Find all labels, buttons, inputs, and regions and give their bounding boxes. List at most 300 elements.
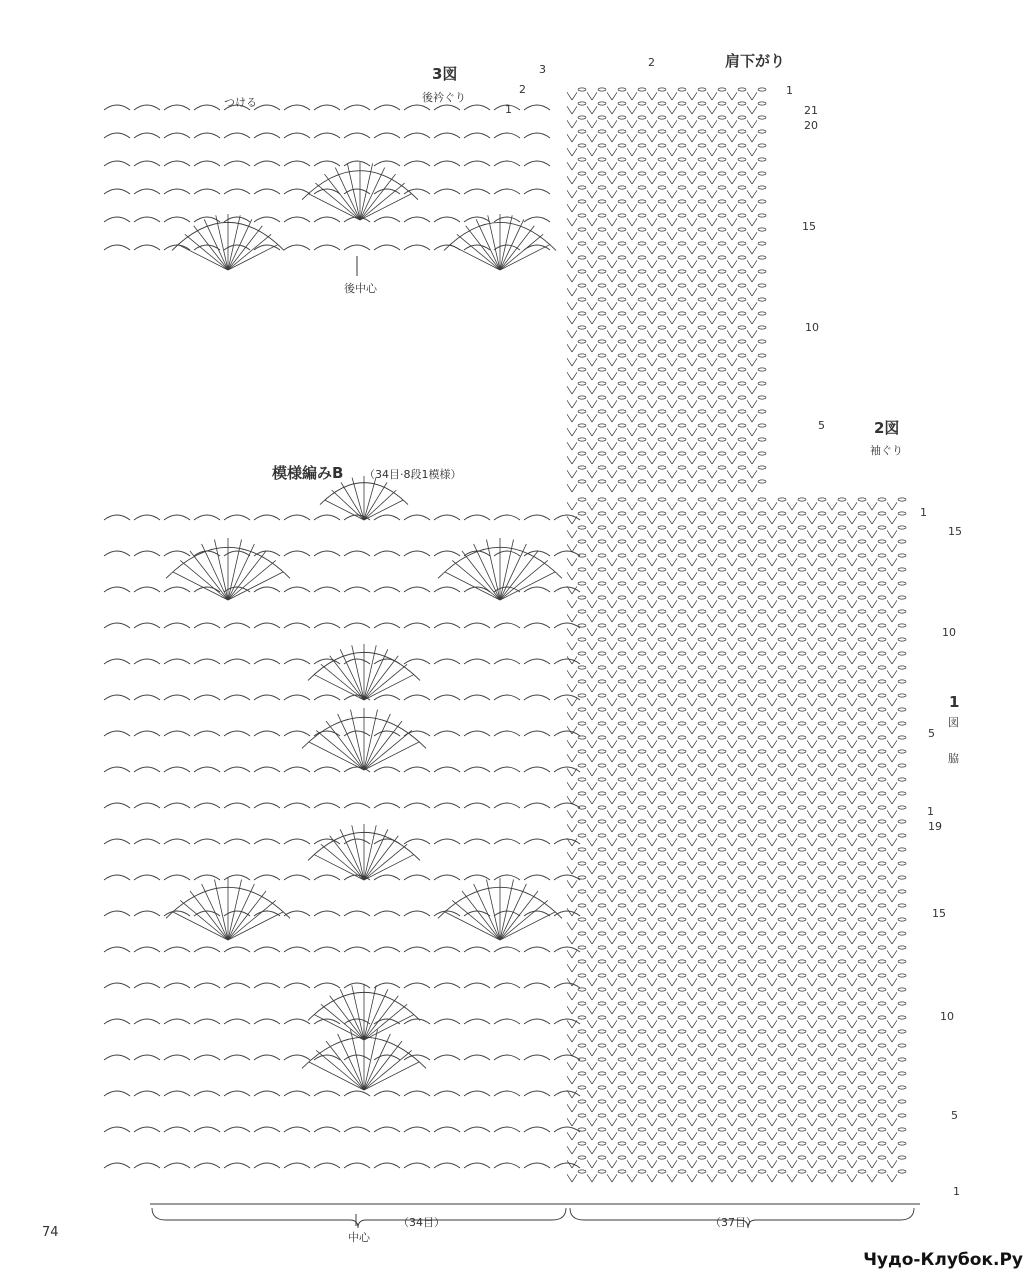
stitch-v [687,134,692,142]
chain-loop [778,540,786,543]
chain-arch [134,1091,160,1096]
chain-loop [798,932,806,935]
stitch-v [692,866,697,874]
stitch-v [847,628,852,636]
chain-arch [344,133,370,138]
chain-loop [598,540,606,543]
stitch-v [647,796,652,804]
chain-loop [658,1156,666,1159]
chain-loop [578,694,586,697]
chain-loop [698,1114,706,1117]
chain-loop [638,554,646,557]
chain-loop [758,526,766,529]
chain-loop [598,396,606,399]
stitch-v [852,880,857,888]
stitch-v [752,1048,757,1056]
chain-loop [838,1044,846,1047]
stitch-v [827,1160,832,1168]
stitch-v [712,810,717,818]
stitch-v [792,586,797,594]
figure1-subtitle: 脇 [948,752,959,765]
stitch-v [667,866,672,874]
stitch-v [872,782,877,790]
stitch-v [712,1174,717,1182]
stitch-v [652,852,657,860]
chain-loop [638,498,646,501]
chain-loop [658,1100,666,1103]
stitch-v [612,330,617,338]
stitch-v [652,726,657,734]
stitch-v [607,456,612,464]
chain-loop [858,1016,866,1019]
chain-arch [134,1127,160,1132]
stitch-v [872,502,877,510]
chain-loop [698,256,706,259]
stitch-v [832,1132,837,1140]
stitch-v [747,92,752,100]
chain-arch [284,1163,310,1168]
chain-loop [778,946,786,949]
stitch-v [672,134,677,142]
chain-loop [698,1142,706,1145]
stitch-v [787,600,792,608]
stitch-v [727,726,732,734]
stitch-v [752,936,757,944]
stitch-v [747,232,752,240]
stitch-v [872,936,877,944]
stitch-v [672,922,677,930]
chain-loop [738,596,746,599]
chain-arch [254,105,280,110]
stitch-v [672,1062,677,1070]
stitch-v [867,852,872,860]
chain-loop [698,722,706,725]
row-label: 10 [805,321,819,334]
stitch-v [892,1034,897,1042]
chain-loop [678,820,686,823]
stitch-v [567,148,572,156]
stitch-v [727,106,732,114]
chain-loop [698,88,706,91]
stitch-v [652,1090,657,1098]
stitch-v [747,428,752,436]
stitch-v [647,218,652,226]
stitch-v [652,1104,657,1112]
stitch-v [812,1090,817,1098]
stitch-v [772,1020,777,1028]
chain-loop [678,666,686,669]
stitch-v [807,908,812,916]
stitch-v [672,558,677,566]
chain-arch [524,695,550,700]
stitch-v [692,614,697,622]
stitch-v [587,740,592,748]
chain-loop [578,1072,586,1075]
chain-loop [758,200,766,203]
stitch-v [692,1006,697,1014]
stitch-v [732,810,737,818]
fan-stitch [364,742,419,770]
chain-loop [838,680,846,683]
chain-loop [718,1142,726,1145]
stitch-v [692,288,697,296]
stitch-v [747,246,752,254]
stitch-v [752,880,757,888]
stitch-v [892,894,897,902]
stitch-v [567,1160,572,1168]
stitch-v [707,642,712,650]
chain-loop [898,1170,906,1173]
chain-loop [598,862,606,865]
chain-loop [838,708,846,711]
chain-loop [678,848,686,851]
stitch-v [572,386,577,394]
stitch-v [687,1132,692,1140]
chain-loop [678,764,686,767]
chain-loop [578,284,586,287]
stitch-v [772,1174,777,1182]
chain-loop [698,652,706,655]
stitch-v [887,1048,892,1056]
stitch-v [867,600,872,608]
chain-loop [738,214,746,217]
stitch-v [732,950,737,958]
stitch-v [852,768,857,776]
chain-loop [738,326,746,329]
stitch-v [772,712,777,720]
stitch-v [732,698,737,706]
stitch-v [592,572,597,580]
stitch-v [607,232,612,240]
stitch-v [572,544,577,552]
chain-loop [858,778,866,781]
chain-loop [798,1044,806,1047]
stitch-v [672,670,677,678]
stitch-v [732,1006,737,1014]
stitch-v [572,1006,577,1014]
stitch-v [667,1034,672,1042]
chain-loop [758,820,766,823]
chain-loop [658,862,666,865]
chain-arch [314,1091,340,1096]
stitch-v [592,344,597,352]
stitch-v [592,1174,597,1182]
chain-loop [858,1100,866,1103]
chain-loop [798,946,806,949]
chain-arch [434,839,460,844]
fan-stitch [450,245,500,270]
chain-loop [878,512,886,515]
stitch-v [732,880,737,888]
chain-loop [878,1030,886,1033]
stitch-v [612,558,617,566]
stitch-v [567,614,572,622]
chain-arch [554,1019,580,1024]
stitch-v [787,1076,792,1084]
chain-loop [858,610,866,613]
chain-arch [194,1163,220,1168]
stitch-v [612,796,617,804]
chain-arch [164,1091,190,1096]
chain-arch [224,1127,250,1132]
stitch-v [747,190,752,198]
chain-loop [698,382,706,385]
chain-arch [164,1163,190,1168]
stitch-v [832,936,837,944]
stitch-v [832,810,837,818]
stitch-v [572,796,577,804]
chain-loop [818,554,826,557]
stitch-v [587,190,592,198]
stitch-v [627,810,632,818]
chain-loop [758,242,766,245]
chain-arch [164,731,190,736]
stitch-v [612,1160,617,1168]
chain-loop [718,382,726,385]
stitch-v [727,1062,732,1070]
chain-loop [758,466,766,469]
stitch-v [652,386,657,394]
chain-arch [104,1019,130,1024]
chain-loop [678,214,686,217]
chain-loop [838,764,846,767]
stitch-v [887,1132,892,1140]
stitch-v [772,628,777,636]
chain-loop [758,554,766,557]
stitch-v [687,852,692,860]
chain-loop [698,1170,706,1173]
stitch-v [607,600,612,608]
stitch-v [807,810,812,818]
stitch-v [647,880,652,888]
chain-arch [284,1127,310,1132]
stitch-v [687,484,692,492]
chain-loop [838,848,846,851]
stitch-v [727,1174,732,1182]
stitch-v [592,372,597,380]
stitch-v [747,964,752,972]
stitch-v [707,106,712,114]
stitch-v [567,1076,572,1084]
chain-loop [578,498,586,501]
chain-loop [818,638,826,641]
chain-loop [658,200,666,203]
stitch-v [567,740,572,748]
chain-loop [658,1142,666,1145]
stitch-v [812,544,817,552]
chain-loop [698,284,706,287]
stitch-v [752,1020,757,1028]
stitch-v [632,530,637,538]
chain-loop [798,1156,806,1159]
stitch-v [867,950,872,958]
chain-loop [698,116,706,119]
stitch-v [567,656,572,664]
stitch-v [872,852,877,860]
stitch-v [727,740,732,748]
stitch-v [847,642,852,650]
chain-loop [738,736,746,739]
stitch-v [727,810,732,818]
stitch-v [852,516,857,524]
chain-loop [838,596,846,599]
stitch-v [707,470,712,478]
stitch-v [632,386,637,394]
stitch-v [807,782,812,790]
stitch-v [632,586,637,594]
chain-loop [818,946,826,949]
stitch-v [747,1048,752,1056]
stitch-v [867,698,872,706]
chain-loop [638,270,646,273]
stitch-v [612,344,617,352]
stitch-v [747,698,752,706]
stitch-v [652,120,657,128]
chain-loop [618,340,626,343]
stitch-v [612,600,617,608]
stitch-v [692,470,697,478]
chain-arch [524,1091,550,1096]
fan-stitch [445,572,500,600]
stitch-v [732,670,737,678]
chain-loop [878,1170,886,1173]
stitch-v [667,148,672,156]
stitch-v [652,414,657,422]
stitch-v [707,544,712,552]
chain-loop [818,1030,826,1033]
stitch-v [792,628,797,636]
chain-loop [878,638,886,641]
stitch-v [732,1062,737,1070]
chain-loop [838,498,846,501]
stitch-v [807,796,812,804]
chain-loop [778,1058,786,1061]
stitch-v [627,1104,632,1112]
chain-loop [618,722,626,725]
chain-loop [578,270,586,273]
stitch-v [687,470,692,478]
chain-arch [104,767,130,772]
chain-loop [718,946,726,949]
chain-loop [698,228,706,231]
stitch-v [672,894,677,902]
stitch-v [772,768,777,776]
stitch-v [747,992,752,1000]
chain-arch [464,105,490,110]
stitch-v [612,316,617,324]
stitch-v [752,484,757,492]
stitch-v [687,992,692,1000]
chain-loop [878,904,886,907]
stitch-v [587,950,592,958]
chain-loop [758,932,766,935]
chain-arch [464,587,490,592]
stitch-v [847,1020,852,1028]
stitch-v [832,992,837,1000]
stitch-v [607,344,612,352]
stitch-v [827,768,832,776]
chain-loop [678,256,686,259]
stitch-v [752,120,757,128]
stitch-v [752,386,757,394]
stitch-v [732,964,737,972]
stitch-v [572,1062,577,1070]
stitch-v [712,358,717,366]
stitch-v [632,302,637,310]
row-label: 1 [920,506,927,519]
chain-loop [618,890,626,893]
stitch-v [692,684,697,692]
chain-loop [758,750,766,753]
stitch-v [692,1146,697,1154]
chain-loop [618,666,626,669]
stitch-v [692,372,697,380]
stitch-v [572,740,577,748]
stitch-v [812,572,817,580]
stitch-v [607,712,612,720]
stitch-v [647,1090,652,1098]
stitch-v [632,1020,637,1028]
stitch-v [812,838,817,846]
stitch-v [587,726,592,734]
stitch-v [707,162,712,170]
stitch-v [567,908,572,916]
chain-loop [578,130,586,133]
stitch-v [652,442,657,450]
stitch-v [632,1160,637,1168]
stitch-v [632,372,637,380]
stitch-v [772,894,777,902]
chain-loop [898,582,906,585]
chain-loop [598,498,606,501]
fan-stitch [308,194,360,220]
stitch-v [632,768,637,776]
stitch-v [767,558,772,566]
chain-loop [598,116,606,119]
stitch-v [827,796,832,804]
stitch-v [652,232,657,240]
stitch-v [807,516,812,524]
chain-arch [194,623,220,628]
chain-loop [638,806,646,809]
chain-arch [254,1163,280,1168]
chain-loop [778,1002,786,1005]
stitch-v [827,754,832,762]
stitch-v [612,852,617,860]
chain-loop [578,480,586,483]
chain-loop [878,736,886,739]
stitch-v [692,516,697,524]
chain-loop [738,340,746,343]
stitch-v [712,880,717,888]
stitch-v [632,880,637,888]
stitch-v [792,936,797,944]
stitch-v [752,428,757,436]
stitch-v [847,1146,852,1154]
chain-loop [678,722,686,725]
chain-loop [798,862,806,865]
stitch-v [652,92,657,100]
stitch-v [607,628,612,636]
chain-loop [738,102,746,105]
stitch-v [707,922,712,930]
stitch-v [832,754,837,762]
chain-arch [554,1163,580,1168]
stitch-v [887,642,892,650]
chain-loop [638,960,646,963]
chain-arch [374,803,400,808]
stitch-v [732,344,737,352]
